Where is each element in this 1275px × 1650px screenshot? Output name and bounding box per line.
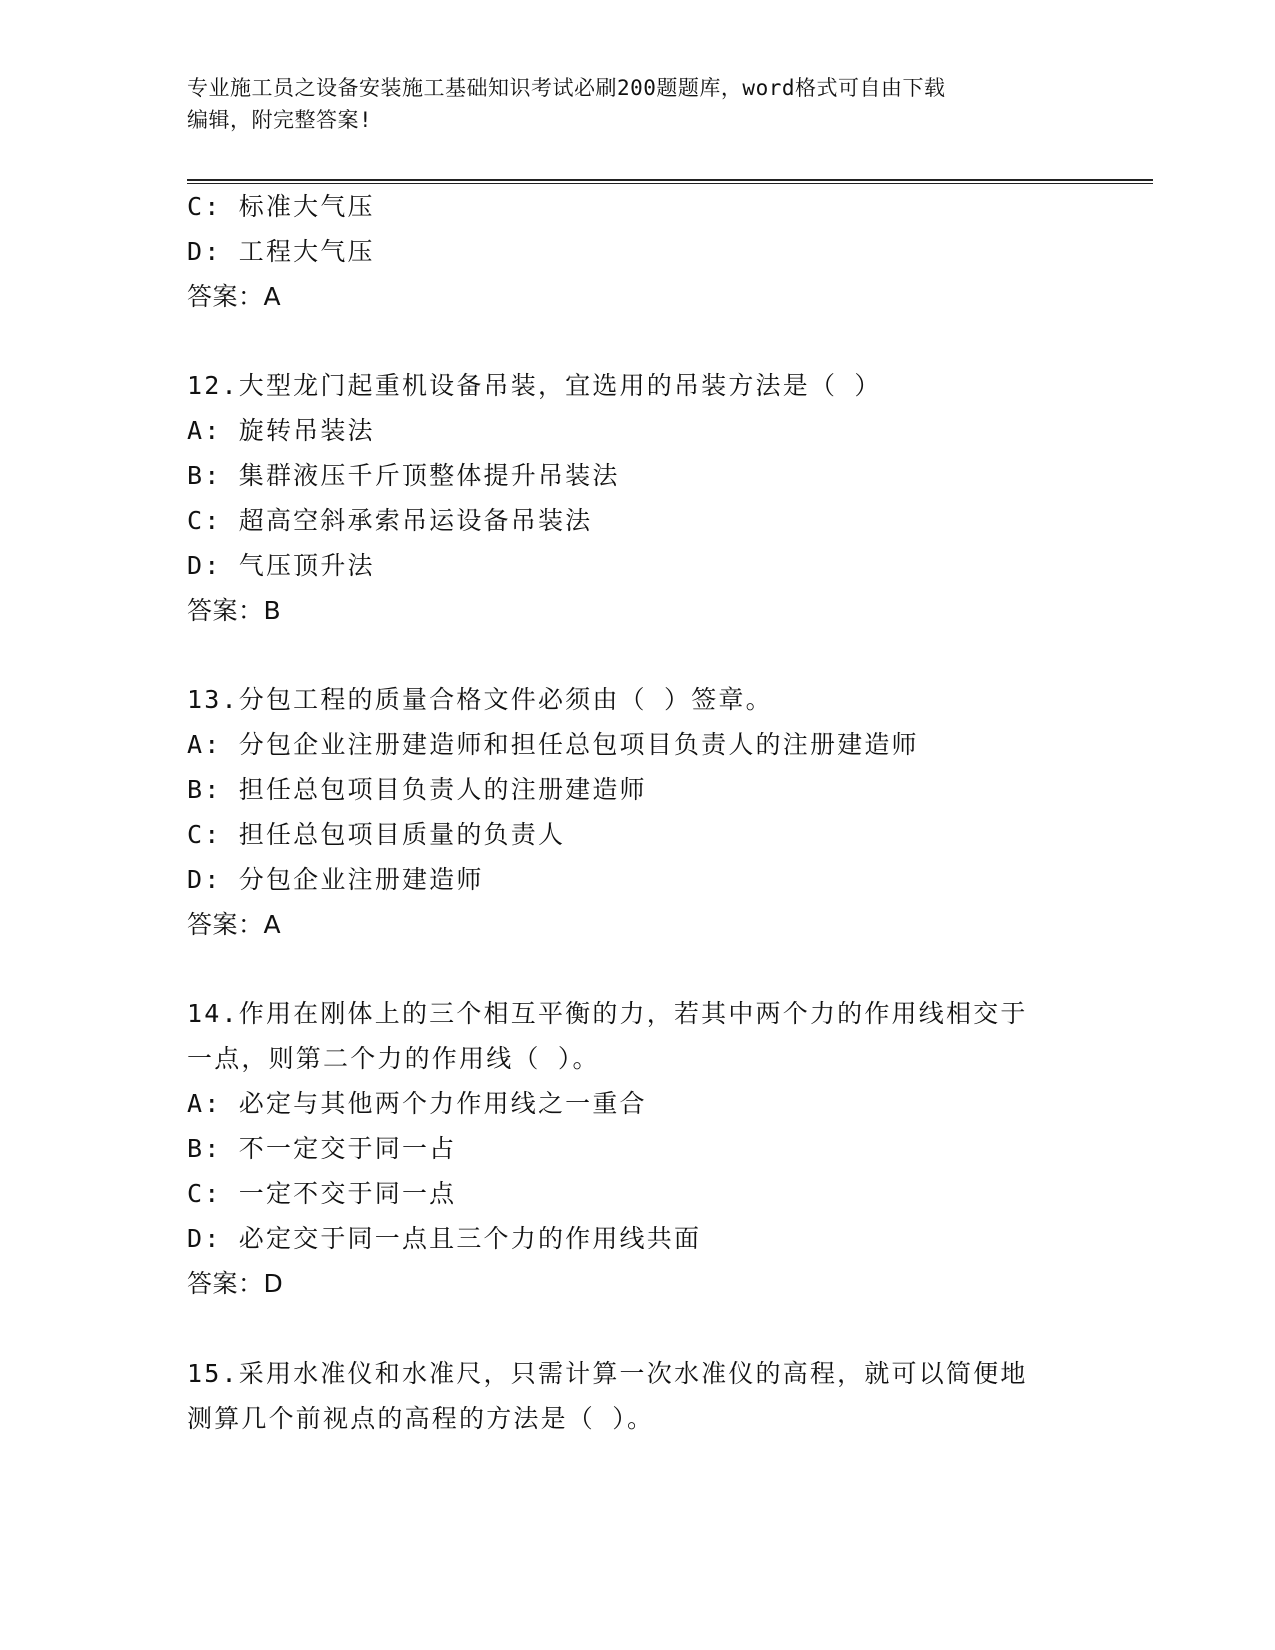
header-line-1: 专业施工员之设备安装施工基础知识考试必刷200题题库，word格式可自由下载 [187, 76, 946, 100]
question-stem-continued: 测算几个前视点的高程的方法是（ ）。 [187, 1404, 655, 1433]
option-d: D: 分包企业注册建造师 [187, 865, 484, 894]
option-b: B: 不一定交于同一占 [187, 1134, 457, 1163]
question-stem: 15.采用水准仪和水准尺，只需计算一次水准仪的高程，就可以简便地 [187, 1359, 1028, 1388]
header-line-2: 编辑，附完整答案! [187, 108, 373, 132]
document-header [187, 72, 1067, 136]
question-stem: 13.分包工程的质量合格文件必须由（ ）签章。 [187, 685, 773, 714]
answer: 答案：D [187, 1269, 284, 1298]
option-a: A: 必定与其他两个力作用线之一重合 [187, 1089, 647, 1118]
header-divider [187, 179, 1153, 184]
option-d: D: 气压顶升法 [187, 551, 375, 580]
option-c: C: 标准大气压 [187, 192, 375, 221]
answer: 答案：A [187, 910, 282, 939]
option-c: C: 担任总包项目质量的负责人 [187, 820, 566, 849]
answer: 答案：B [187, 596, 282, 625]
answer: 答案：A [187, 282, 282, 311]
option-a: A: 分包企业注册建造师和担任总包项目负责人的注册建造师 [187, 730, 919, 759]
option-d: D: 必定交于同一点且三个力的作用线共面 [187, 1224, 702, 1253]
option-a: A: 旋转吊装法 [187, 416, 375, 445]
question-stem-continued: 一点，则第二个力的作用线（ ）。 [187, 1044, 600, 1073]
option-d: D: 工程大气压 [187, 237, 375, 266]
option-b: B: 集群液压千斤顶整体提升吊装法 [187, 461, 620, 490]
option-c: C: 一定不交于同一点 [187, 1179, 457, 1208]
question-stem: 14.作用在刚体上的三个相互平衡的力，若其中两个力的作用线相交于 [187, 999, 1028, 1028]
option-b: B: 担任总包项目负责人的注册建造师 [187, 775, 647, 804]
option-c: C: 超高空斜承索吊运设备吊装法 [187, 506, 593, 535]
question-stem: 12.大型龙门起重机设备吊装，宜选用的吊装方法是（ ） [187, 371, 882, 400]
